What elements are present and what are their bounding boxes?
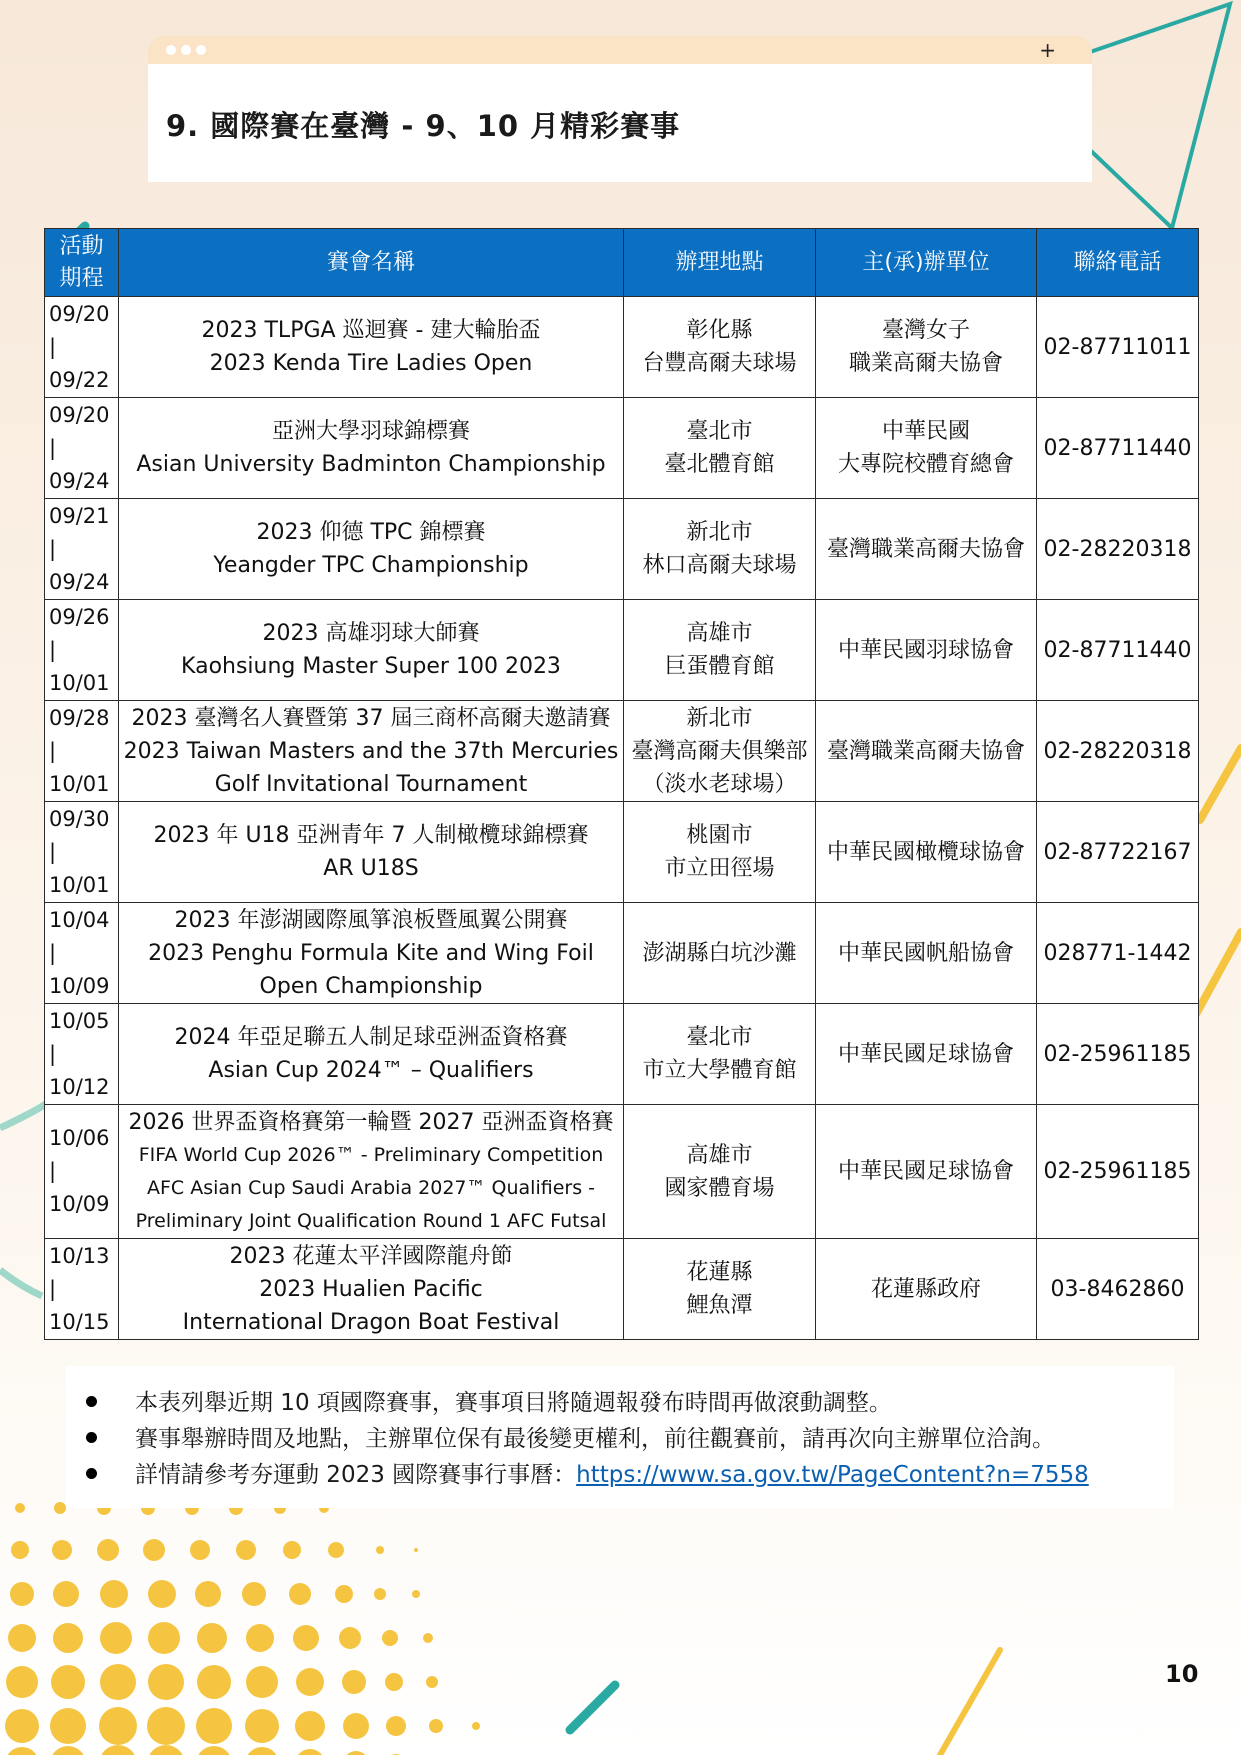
- event-date: 10/06 | 10/09: [45, 1105, 119, 1239]
- event-name: 2023 臺灣名人賽暨第 37 屆三商杯高爾夫邀請賽 2023 Taiwan Masters and the 37th Mercuries Golf Invitational Tournament: [119, 701, 624, 802]
- table-row: [45, 1239, 1199, 1340]
- event-organizer: 中華民國羽球協會: [816, 600, 1037, 701]
- decorative-dot: [99, 1745, 137, 1755]
- table-row: [45, 600, 1199, 701]
- decorative-dot: [97, 1539, 119, 1561]
- header-card: [148, 64, 1092, 182]
- teal-arc-left-1: [0, 1104, 46, 1128]
- event-organizer: 臺灣女子 職業高爾夫協會: [816, 297, 1037, 398]
- decorative-dot: [245, 1747, 279, 1755]
- decorative-dot: [385, 1673, 403, 1691]
- table-row: [45, 802, 1199, 903]
- teal-stroke-bottom: [570, 1685, 615, 1730]
- event-phone: 03-8462860: [1037, 1239, 1199, 1340]
- decorative-dot: [10, 1582, 34, 1606]
- table-row: [45, 701, 1199, 802]
- decorative-dot: [143, 1539, 165, 1561]
- event-phone: 02-25961185: [1037, 1004, 1199, 1105]
- decorative-dot: [100, 1622, 132, 1654]
- decorative-dot: [51, 1665, 85, 1699]
- event-organizer: 中華民國橄欖球協會: [816, 802, 1037, 903]
- event-venue: 花蓮縣 鯉魚潭: [624, 1239, 816, 1340]
- event-phone: 028771-1442: [1037, 903, 1199, 1004]
- event-phone: 02-87711440: [1037, 398, 1199, 499]
- decorative-dot: [6, 1666, 38, 1698]
- decorative-dot: [148, 1622, 180, 1654]
- decorative-dot: [242, 1582, 266, 1606]
- event-date: 09/21 | 09/24: [45, 499, 119, 600]
- decorative-dot: [54, 1502, 66, 1514]
- decorative-dot: [99, 1707, 137, 1745]
- decorative-dot: [53, 1623, 83, 1653]
- event-date: 09/28 | 10/01: [45, 701, 119, 802]
- event-phone: 02-28220318: [1037, 499, 1199, 600]
- event-name: 2023 仰德 TPC 錦標賽 Yeangder TPC Championship: [119, 499, 624, 600]
- table-row: [45, 903, 1199, 1004]
- decorative-dot: [196, 1708, 232, 1744]
- decorative-dot: [197, 1665, 231, 1699]
- event-venue: 新北市 臺灣高爾夫俱樂部 （淡水老球場）: [624, 701, 816, 802]
- decorative-dot: [195, 1581, 221, 1607]
- teal-arc-left-2: [0, 1270, 42, 1296]
- header-card-tab: [148, 36, 1092, 66]
- decorative-dot: [196, 1746, 232, 1755]
- event-venue: 彰化縣 台豐高爾夫球場: [624, 297, 816, 398]
- calendar-link[interactable]: https://www.sa.gov.tw/PageContent?n=7558: [576, 1462, 1089, 1488]
- note-item: 本表列舉近期 10 項國際賽事，賽事項目將隨週報發布時間再做滾動調整。: [86, 1384, 892, 1417]
- event-venue: 臺北市 臺北體育館: [624, 398, 816, 499]
- note-item: 詳情請參考夯運動 2023 國際賽事行事曆：https://www.sa.gov.tw/PageContent?n=7558: [86, 1456, 1089, 1489]
- decorative-dot: [296, 1668, 324, 1696]
- header-period: 活動 期程: [45, 229, 119, 297]
- yellow-stroke-right-2: [1200, 748, 1241, 820]
- event-venue: 高雄市 國家體育場: [624, 1105, 816, 1239]
- decorative-dot: [53, 1581, 79, 1607]
- bullet-icon: [86, 1432, 97, 1443]
- event-date: 09/30 | 10/01: [45, 802, 119, 903]
- decorative-dot: [5, 1709, 39, 1743]
- event-venue: 澎湖縣白坑沙灘: [624, 903, 816, 1004]
- event-name: 2023 高雄羽球大師賽 Kaohsiung Master Super 100 2023: [119, 600, 624, 701]
- event-date: 10/13 | 10/15: [45, 1239, 119, 1340]
- header-venue: 辦理地點: [624, 229, 816, 297]
- note-item: 賽事舉辦時間及地點，主辦單位保有最後變更權利，前往觀賽前，請再次向主辦單位洽詢。: [86, 1420, 1055, 1453]
- decorative-dot: [245, 1709, 279, 1743]
- decorative-dot: [423, 1633, 433, 1643]
- decorative-dot: [374, 1588, 386, 1600]
- decorative-dot: [148, 1580, 176, 1608]
- bullet-icon: [86, 1468, 97, 1479]
- event-venue: 桃園市 市立田徑場: [624, 802, 816, 903]
- event-name: 2026 世界盃資格賽第一輪暨 2027 亞洲盃資格賽 FIFA World Cup 2026™ - Preliminary Competition AFC Asian Cup Saudi Arabia 2027™ Qualifiers - Preliminary Joint Qualification Round 1 AFC Futsal: [119, 1105, 624, 1239]
- event-phone: 02-25961185: [1037, 1105, 1199, 1239]
- event-phone: 02-87711011: [1037, 297, 1199, 398]
- decorative-dot: [472, 1722, 480, 1730]
- decorative-dot: [339, 1627, 361, 1649]
- event-date: 10/04 | 10/09: [45, 903, 119, 1004]
- table-row: [45, 1004, 1199, 1105]
- event-name: 2023 年澎湖國際風箏浪板暨風翼公開賽 2023 Penghu Formula Kite and Wing Foil Open Championship: [119, 903, 624, 1004]
- decorative-dot: [190, 1540, 210, 1560]
- event-name: 亞洲大學羽球錦標賽 Asian University Badminton Championship: [119, 398, 624, 499]
- decorative-dot: [414, 1548, 418, 1552]
- event-date: 09/20 | 09/24: [45, 398, 119, 499]
- table-row: [45, 398, 1199, 499]
- decorative-dot: [382, 1630, 398, 1646]
- decorative-dot: [8, 1624, 36, 1652]
- decorative-dot: [343, 1751, 369, 1755]
- decorative-dot: [100, 1580, 128, 1608]
- event-organizer: 中華民國足球協會: [816, 1004, 1037, 1105]
- event-name: 2024 年亞足聯五人制足球亞洲盃資格賽 Asian Cup 2024™ – Qualifiers: [119, 1004, 624, 1105]
- decorative-dot: [50, 1708, 86, 1744]
- event-venue: 新北市 林口高爾夫球場: [624, 499, 816, 600]
- decorative-dot: [342, 1670, 366, 1694]
- decorative-dot: [246, 1666, 278, 1698]
- decorative-dot: [295, 1711, 325, 1741]
- decorative-dot: [426, 1676, 438, 1688]
- decorative-dot: [15, 1503, 25, 1513]
- header-phone: 聯絡電話: [1037, 229, 1199, 297]
- event-organizer: 中華民國 大專院校體育總會: [816, 398, 1037, 499]
- event-phone: 02-28220318: [1037, 701, 1199, 802]
- decorative-dot: [50, 1746, 86, 1755]
- decorative-dot: [289, 1583, 311, 1605]
- event-name: 2023 花蓮太平洋國際龍舟節 2023 Hualien Pacific International Dragon Boat Festival: [119, 1239, 624, 1340]
- header-organizer: 主(承)辦單位: [816, 229, 1037, 297]
- decorative-dot: [100, 1664, 136, 1700]
- plus-icon: +: [1039, 38, 1056, 62]
- event-organizer: 中華民國帆船協會: [816, 903, 1037, 1004]
- decorative-dot: [236, 1540, 256, 1560]
- decorative-dot: [246, 1624, 274, 1652]
- event-date: 09/26 | 10/01: [45, 600, 119, 701]
- notes-box: [66, 1366, 1174, 1508]
- decorative-dot: [147, 1745, 185, 1755]
- event-phone: 02-87711440: [1037, 600, 1199, 701]
- table-row: [45, 297, 1199, 398]
- decorative-dot: [376, 1546, 384, 1554]
- page-number: 10: [1165, 1660, 1199, 1688]
- event-organizer: 中華民國足球協會: [816, 1105, 1037, 1239]
- yellow-dot-pattern: [5, 1501, 480, 1755]
- event-date: 09/20 | 09/22: [45, 297, 119, 398]
- decorative-dot: [335, 1585, 353, 1603]
- decorative-dot: [412, 1590, 420, 1598]
- teal-triangle-shape: [1090, 4, 1230, 228]
- events-table: [44, 228, 1199, 1340]
- event-organizer: 臺灣職業高爾夫協會: [816, 499, 1037, 600]
- teal-triangle-edge: [1090, 150, 1172, 228]
- yellow-stroke-bottom: [940, 1650, 1000, 1755]
- decorative-dot: [295, 1749, 325, 1755]
- decorative-dot: [283, 1541, 301, 1559]
- event-phone: 02-87722167: [1037, 802, 1199, 903]
- decorative-dot: [343, 1713, 369, 1739]
- decorative-dot: [5, 1747, 39, 1755]
- decorative-dot: [147, 1707, 185, 1745]
- event-organizer: 花蓮縣政府: [816, 1239, 1037, 1340]
- decorative-dot: [197, 1623, 227, 1653]
- decorative-dot: [148, 1664, 184, 1700]
- event-venue: 臺北市 市立大學體育館: [624, 1004, 816, 1105]
- event-name: 2023 TLPGA 巡迴賽 - 建大輪胎盃 2023 Kenda Tire Ladies Open: [119, 297, 624, 398]
- decorative-dot: [328, 1542, 344, 1558]
- bullet-icon: [86, 1396, 97, 1407]
- event-date: 10/05 | 10/12: [45, 1004, 119, 1105]
- decorative-dot: [293, 1625, 319, 1651]
- decorative-dot: [429, 1719, 443, 1733]
- event-name: 2023 年 U18 亞洲青年 7 人制橄欖球錦標賽 AR U18S: [119, 802, 624, 903]
- table-row: [45, 1105, 1199, 1239]
- table-header-row: [45, 229, 1199, 297]
- decorative-dot: [52, 1540, 72, 1560]
- event-organizer: 臺灣職業高爾夫協會: [816, 701, 1037, 802]
- header-event-name: 賽會名稱: [119, 229, 624, 297]
- decorative-dot: [11, 1541, 29, 1559]
- event-venue: 高雄市 巨蛋體育館: [624, 600, 816, 701]
- decorative-dot: [386, 1716, 406, 1736]
- window-dots: [166, 45, 206, 55]
- table-row: [45, 499, 1199, 600]
- page-title: 9. 國際賽在臺灣 - 9、10 月精彩賽事: [166, 109, 681, 143]
